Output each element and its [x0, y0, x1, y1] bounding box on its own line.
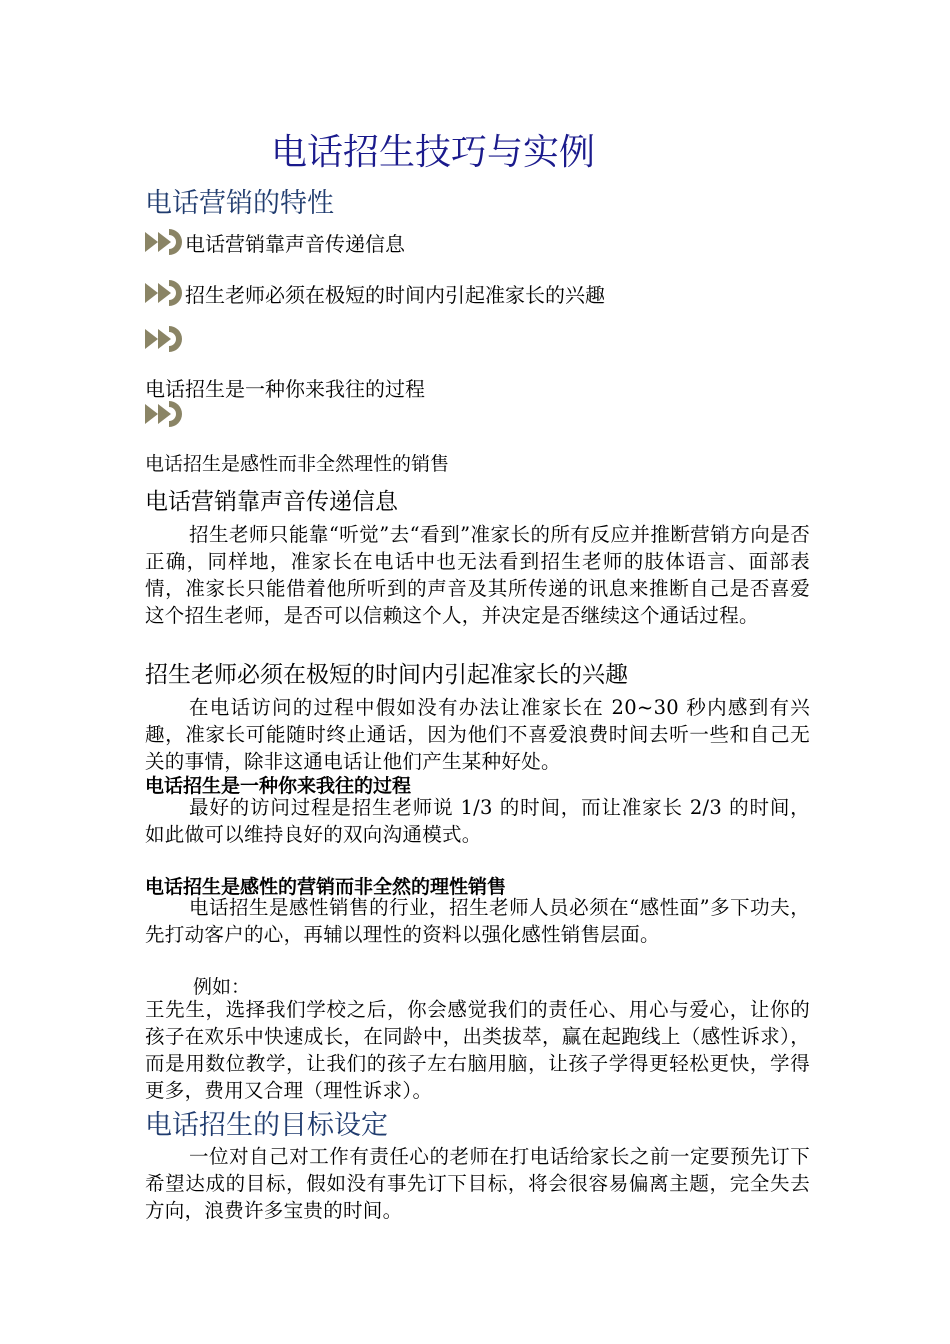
paragraph-voice: 招生老师只能靠“听觉”去“看到”准家长的所有反应并推断营销方向是否正确，同样地，准家长在电话中也无法看到招生老师的肢体语言、面部表情，准家长只能借着他所听到的声音及其所传递的讯息来推断自己是否喜爱这个招生老师，是否可以信赖这个人，并决定是否继续这个通话过程。 [145, 523, 810, 627]
subheading-exchange: 电话招生是一种你来我往的过程 [145, 775, 412, 797]
bullet-item [145, 224, 405, 260]
arrow-arc-bullet-icon [145, 276, 185, 310]
bullet-item [145, 275, 605, 311]
subheading-emotional: 电话招生是感性的营销而非全然的理性销售 [145, 876, 507, 898]
example-label: 例如： [193, 976, 251, 998]
bullet-text: 电话招生是感性而非全然理性的销售 [145, 453, 450, 475]
arrow-arc-bullet-icon [145, 397, 185, 431]
section-heading-characteristics: 电话营销的特性 [145, 188, 334, 219]
paragraph-goals: 一位对自己对工作有责任心的老师在打电话给家长之前一定要预先订下希望达成的目标，假如没有事先订下目标，将会很容易偏离主题，完全失去方向，浪费许多宝贵的时间。 [145, 1145, 810, 1222]
section-heading-goals: 电话招生的目标设定 [145, 1110, 388, 1141]
paragraph-exchange: 最好的访问过程是招生老师说 1/3 的时间，而让准家长 2/3 的时间，如此做可以维持良好的双向沟通模式。 [145, 796, 810, 846]
paragraph-example: 王先生，选择我们学校之后，你会感觉我们的责任心、用心与爱心，让你的孩子在欢乐中快速成长，在同龄中，出类拔萃，赢在起跑线上（感性诉求），而是用数位教学，让我们的孩子左右脑用脑，让孩子学得更轻松更快，学得更多，费用又合理（理性诉求）。 [145, 998, 810, 1102]
paragraph-interest: 在电话访问的过程中假如没有办法让准家长在 20~30 秒内感到有兴趣，准家长可能随时终止通话，因为他们不喜爱浪费时间去听一些和自己无关的事情，除非这通电话让他们产生某种好处。 [145, 696, 810, 773]
page-title: 电话招生技巧与实例 [270, 132, 595, 173]
arrow-arc-bullet-icon [145, 322, 185, 356]
bullet-text: 电话营销靠声音传递信息 [185, 231, 405, 256]
subheading-voice: 电话营销靠声音传递信息 [145, 489, 398, 515]
paragraph-emotional: 电话招生是感性销售的行业，招生老师人员必须在“感性面”多下功夫，先打动客户的心，再辅以理性的资料以强化感性销售层面。 [145, 896, 810, 946]
bullet-text-part: 招生老师 [185, 282, 265, 307]
arrow-arc-bullet-icon [145, 225, 185, 259]
bullet-item [145, 396, 185, 432]
subheading-interest: 招生老师必须在极短的时间内引起准家长的兴趣 [145, 662, 628, 688]
bullet-item [145, 321, 185, 357]
bullet-text: 电话招生是一种你来我往的过程 [145, 377, 425, 401]
bullet-text-part: 必须在极短的时间内引起准家长的兴趣 [265, 282, 605, 307]
